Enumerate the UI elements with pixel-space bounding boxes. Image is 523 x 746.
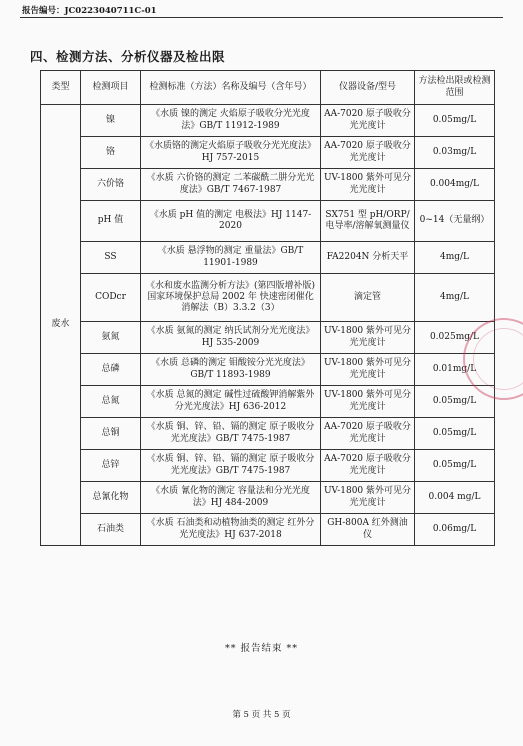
item-cell: 总磷 xyxy=(81,354,141,386)
standard-cell: 《水质 氨氮的测定 纳氏试剂分光光度法》HJ 535-2009 xyxy=(141,322,321,354)
item-cell: 总锌 xyxy=(81,450,141,482)
header-type: 类型 xyxy=(41,71,81,105)
item-cell: 总铜 xyxy=(81,418,141,450)
limit-cell: 4mg/L xyxy=(415,274,495,322)
limit-cell: 0.025mg/L xyxy=(415,322,495,354)
table-header-row xyxy=(41,71,495,105)
standard-cell: 《水质 总磷的测定 钼酸铵分光光度法》GB/T 11893-1989 xyxy=(141,354,321,386)
table-row xyxy=(41,137,495,169)
header-divider xyxy=(20,17,503,18)
type-cell: 废水 xyxy=(41,105,81,546)
instrument-cell: UV-1800 紫外可见分光光度计 xyxy=(321,386,415,418)
limit-cell: 0.01mg/L xyxy=(415,354,495,386)
instrument-cell: UV-1800 紫外可见分光光度计 xyxy=(321,322,415,354)
item-cell: 六价铬 xyxy=(81,169,141,201)
table-row xyxy=(41,322,495,354)
item-cell: 总氰化物 xyxy=(81,482,141,514)
instrument-cell: UV-1800 紫外可见分光光度计 xyxy=(321,169,415,201)
item-cell: SS xyxy=(81,242,141,274)
instrument-cell: SX751 型 pH/ORP/电导率/溶解氧测量仪 xyxy=(321,201,415,242)
instrument-cell: UV-1800 紫外可见分光光度计 xyxy=(321,354,415,386)
standard-cell: 《水质 六价铬的测定 二苯碳酰二肼分光光度法》GB/T 7467-1987 xyxy=(141,169,321,201)
instrument-cell: UV-1800 紫外可见分光光度计 xyxy=(321,482,415,514)
standard-cell: 《水质 铜、锌、铅、镉的测定 原子吸收分光光度法》GB/T 7475-1987 xyxy=(141,418,321,450)
instrument-cell: AA-7020 原子吸收分光光度计 xyxy=(321,450,415,482)
header-item: 检测项目 xyxy=(81,71,141,105)
table-row xyxy=(41,354,495,386)
limit-cell: 0.05mg/L xyxy=(415,418,495,450)
standard-cell: 《水质 铜、锌、铅、镉的测定 原子吸收分光光度法》GB/T 7475-1987 xyxy=(141,450,321,482)
standard-cell: 《水和废水监测分析方法》(第四版增补版) 国家环境保护总局 2002 年 快速密闭催化消解法（B）3.3.2（3） xyxy=(141,274,321,322)
standard-cell: 《水质铬的测定火焰原子吸收分光光度法》HJ 757-2015 xyxy=(141,137,321,169)
table-row xyxy=(41,418,495,450)
report-number: 报告编号：JC0223040711C-01 xyxy=(22,6,157,16)
item-cell: 镍 xyxy=(81,105,141,137)
standard-cell: 《水质 镍的测定 火焰原子吸收分光光度法》GB/T 11912-1989 xyxy=(141,105,321,137)
table-row xyxy=(41,169,495,201)
instrument-cell: AA-7020 原子吸收分光光度计 xyxy=(321,105,415,137)
instrument-cell: FA2204N 分析天平 xyxy=(321,242,415,274)
item-cell: 总氮 xyxy=(81,386,141,418)
table-row xyxy=(41,242,495,274)
standard-cell: 《水质 石油类和动植物油类的测定 红外分光光度法》HJ 637-2018 xyxy=(141,514,321,546)
table-row xyxy=(41,274,495,322)
limit-cell: 0.004 mg/L xyxy=(415,482,495,514)
table-row xyxy=(41,482,495,514)
table-row xyxy=(41,105,495,137)
limit-cell: 0.06mg/L xyxy=(415,514,495,546)
section-title: 四、检测方法、分析仪器及检出限 xyxy=(30,49,226,64)
item-cell: CODcr xyxy=(81,274,141,322)
page-number: 第 5 页 共 5 页 xyxy=(232,710,291,720)
standard-cell: 《水质 氰化物的测定 容量法和分光光度法》HJ 484-2009 xyxy=(141,482,321,514)
limit-cell: 0.05mg/L xyxy=(415,105,495,137)
standard-cell: 《水质 pH 值的测定 电极法》HJ 1147-2020 xyxy=(141,201,321,242)
instrument-cell: GH-800A 红外测油仪 xyxy=(321,514,415,546)
table-row xyxy=(41,201,495,242)
item-cell: 石油类 xyxy=(81,514,141,546)
table-row xyxy=(41,386,495,418)
limit-cell: 0~14（无量纲） xyxy=(415,201,495,242)
limit-cell: 0.05mg/L xyxy=(415,450,495,482)
limit-cell: 0.05mg/L xyxy=(415,386,495,418)
report-end-mark: ** 报告结束 ** xyxy=(224,643,299,654)
seal-inner-ring xyxy=(473,328,523,390)
limit-cell: 4mg/L xyxy=(415,242,495,274)
item-cell: 铬 xyxy=(81,137,141,169)
limit-cell: 0.03mg/L xyxy=(415,137,495,169)
standard-cell: 《水质 悬浮物的测定 重量法》GB/T 11901-1989 xyxy=(141,242,321,274)
instrument-cell: AA-7020 原子吸收分光光度计 xyxy=(321,418,415,450)
table-row xyxy=(41,514,495,546)
header-instrument: 仪器设备/型号 xyxy=(321,71,415,105)
standard-cell: 《水质 总氮的测定 碱性过硫酸钾消解紫外分光光度法》HJ 636-2012 xyxy=(141,386,321,418)
instrument-cell: AA-7020 原子吸收分光光度计 xyxy=(321,137,415,169)
header-standard: 检测标准（方法）名称及编号（含年号） xyxy=(141,71,321,105)
header-limit: 方法检出限或检测范围 xyxy=(415,71,495,105)
item-cell: pH 值 xyxy=(81,201,141,242)
item-cell: 氨氮 xyxy=(81,322,141,354)
methods-table xyxy=(40,70,495,546)
instrument-cell: 滴定管 xyxy=(321,274,415,322)
table-row xyxy=(41,450,495,482)
limit-cell: 0.004mg/L xyxy=(415,169,495,201)
